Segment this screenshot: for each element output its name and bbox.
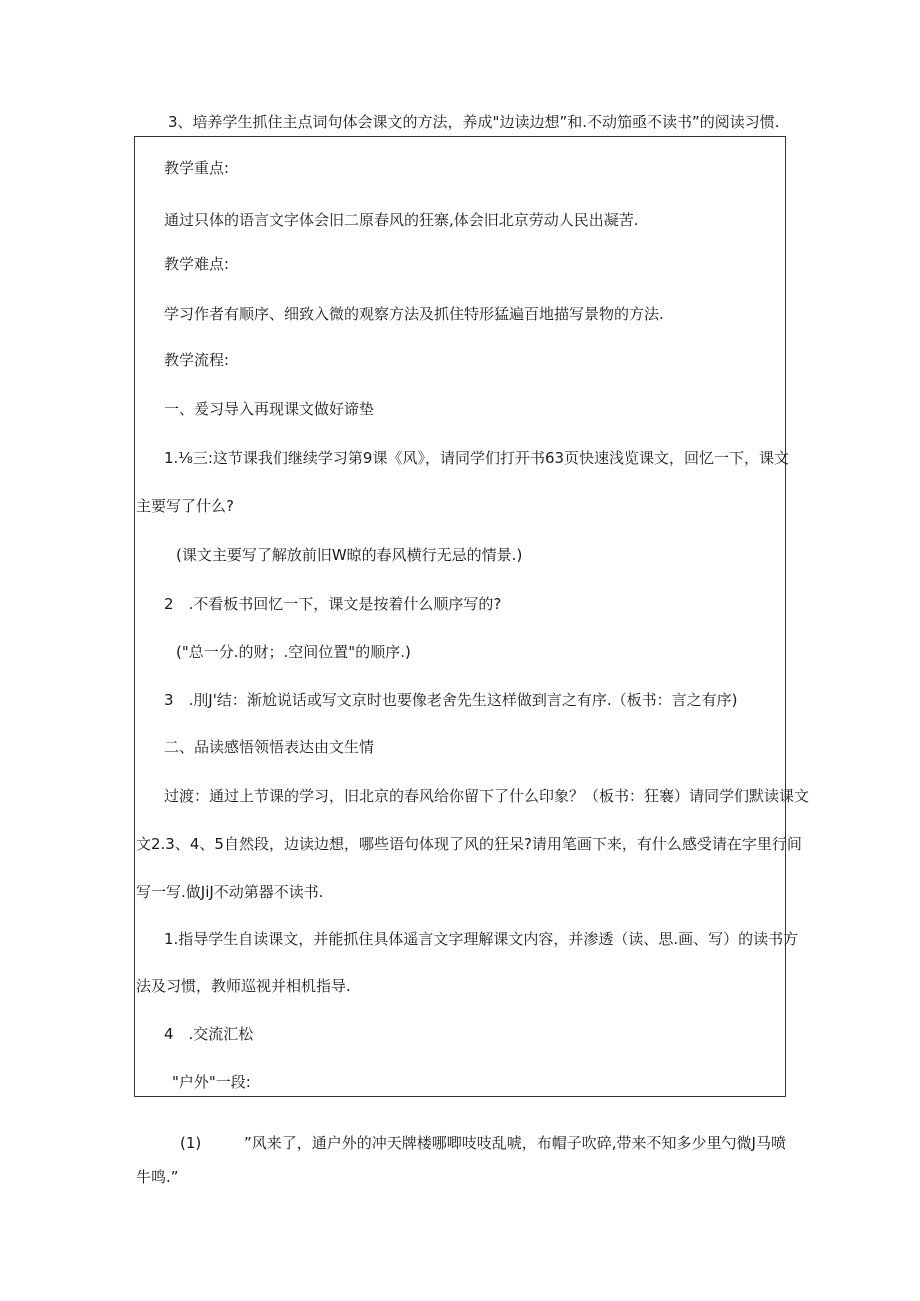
quote-line-1: ”风来了，通户外的冲天牌楼哪唧吱吱乱唬，布帽子吹碎,带来不知多少里勺微J马喷 (244, 1134, 786, 1152)
section-1-answer-1: (课文主要写了解放前旧W晾的春风横行无忌的情景.) (176, 546, 523, 564)
quote-line-2: 牛鸣.” (136, 1168, 179, 1186)
section-1-item-3: 3 .刖J'结：渐尬说话或写文京时也要像老舍先生这样做到言之有序.（板书：言之有序) (164, 691, 738, 709)
section-1-item-1-line-2: 主要写了什么? (136, 497, 234, 515)
objective-3: 3、培养学生抓住主点词句体会课文的方法，养成"边读边想”和.不动笳亟不读书”的阅读习惯. (168, 113, 780, 131)
section-1-item-2: 2 .不看板书回忆一下，课文是按着什么顺序写的? (164, 595, 502, 613)
section-2-item-1-line-2: 法及习惯，教师巡视并相机指导. (136, 977, 351, 995)
transition-line-3: 写一写.做JiJ不动第器不读书. (136, 883, 324, 901)
focus-text: 通过只体的语言文字体会旧二原春风的狂寨,体会旧北京劳动人民出凝苦. (164, 211, 639, 229)
process-title: 教学流程: (164, 351, 230, 369)
content-frame (134, 136, 786, 1097)
transition-line-2: 文2.3、4、5自然段，边读边想，哪些语句体现了风的狂呆?请用笔画下来，有什么感受请在字里行间 (136, 835, 802, 853)
section-1-title: 一、爰习导入再现课文做好谛垫 (164, 400, 375, 418)
difficulty-text: 学习作者有顺序、细致入微的观察方法及抓住特形猛遍百地描写景物的方法. (164, 305, 664, 323)
section-2-title: 二、品读感悟领悟表达由文生情 (164, 738, 375, 756)
quote-number: (1) (180, 1134, 202, 1152)
transition-line-1: 过渡：通过上节课的学习，旧北京的春风给你留下了什么印象？（板书：狂褰）请同学们默读课文 (164, 787, 810, 805)
difficulty-title: 教学难点: (164, 255, 230, 273)
section-2-item-1-line-1: 1.指导学生自读课文，并能抓住具体遥言文字理解课文内容，并渗透（读、思.画、写）的读书方 (164, 930, 799, 948)
section-1-item-1-line-1: 1.⅛三:这节课我们继续学习第9课《风》，请同学们打开书63页快速浅览课文，回忆一下，课文 (164, 449, 790, 467)
section-1-answer-2: ("总一分.的财；.空间位置"的顺序.) (176, 643, 411, 661)
outdoor-paragraph-label: "户外"一段: (172, 1073, 251, 1091)
focus-title: 教学重点: (164, 159, 230, 177)
section-2-item-4: 4 .交流汇松 (164, 1025, 254, 1043)
